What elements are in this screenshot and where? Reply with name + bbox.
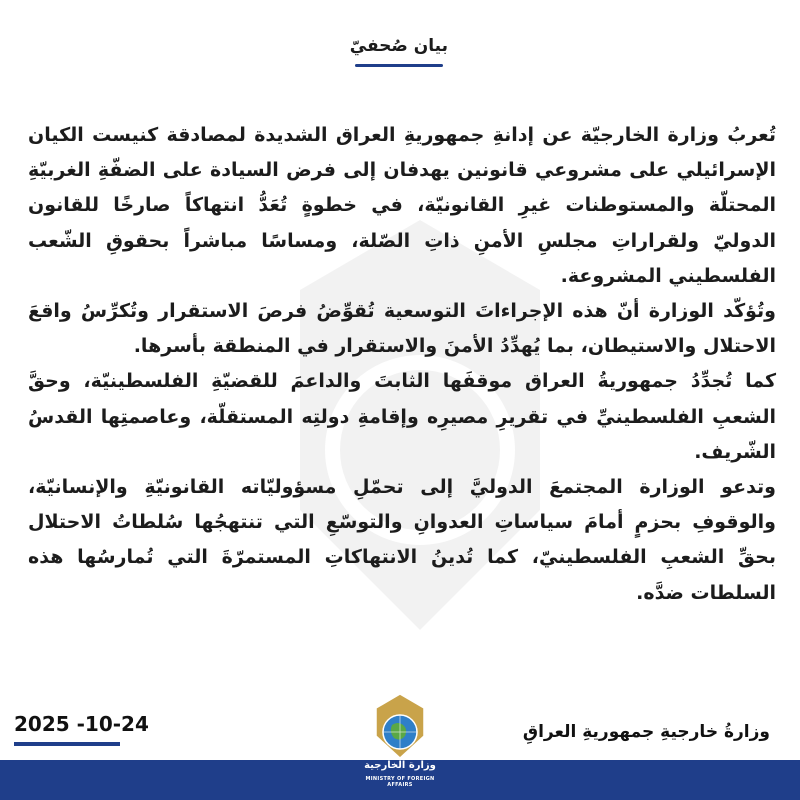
header	[0, 36, 800, 76]
statement-body	[28, 118, 776, 611]
title-underline	[355, 64, 443, 67]
paragraph-3: كما تُجدِّدُ جمهوريةُ العراق موقفَها الثابتَ والداعمَ للقضيّةِ الفلسطينيّة، وحقَّ الشعبِ الفلسطينيِّ في تقريرِ مصيرِه وإقامةِ دولتِه المستقلّة، وعاصمتِها القدسُ الشّريف.	[28, 370, 776, 463]
paragraph-1: تُعربُ وزارة الخارجيّة عن إدانةِ جمهوريةِ العراق الشديدة لمصادقة كنيست الكيان الإسرائيلي على مشروعي قانونين يهدفان إلى فرض السيادة على الضفّةِ الغربيّةِ المحتلّة والمستوطنات غيرِ القانونيّة، في خطوةٍ تُعَدُّ انتهاكاً صارخًا للقانون الدوليّ ولقراراتِ مجلسِ الأمنِ ذاتِ الصّلة، ومساسًا مباشراً بحقوقِ الشّعب الفلسطيني المشروعة.	[28, 124, 776, 287]
globe-emblem-icon	[358, 692, 442, 762]
ministry-logo	[358, 692, 442, 792]
paragraph-4: وتدعو الوزارة المجتمعَ الدوليَّ إلى تحمّلِ مسؤوليّاته القانونيّةِ والإنسانيّة، والوقوفِ بحزمٍ أمامَ سياساتِ العدوانِ والتوسّعِ التي تنتهجُها سُلطاتُ الاحتلال بحقِّ الشعبِ الفلسطينيّ، كما تُدينُ الانتهاكاتِ المستمرّةَ التي تُمارسُها هذه السلطات ضدَّه.	[28, 476, 776, 604]
statement-date: 2025 -10-24	[14, 712, 149, 736]
page-title: بيان صُحفيّ	[349, 36, 448, 56]
paragraph-2: وتُؤكّد الوزارة أنّ هذه الإجراءاتَ التوسعية تُقوِّضُ فرصَ الاستقرار وتُكرِّسُ واقعَ الاحتلال والاستيطان، بما يُهدِّدُ الأمنَ والاستقرار في المنطقة بأسرها.	[28, 300, 776, 358]
date-underline	[14, 742, 120, 746]
ministry-signature: وزارةُ خارجيةِ جمهوريةِ العراقِ	[522, 722, 770, 742]
logo-english-name: MINISTRY OF FOREIGN AFFAIRS	[365, 776, 435, 788]
logo-arabic-name: وزارة الخارجية	[364, 760, 436, 771]
